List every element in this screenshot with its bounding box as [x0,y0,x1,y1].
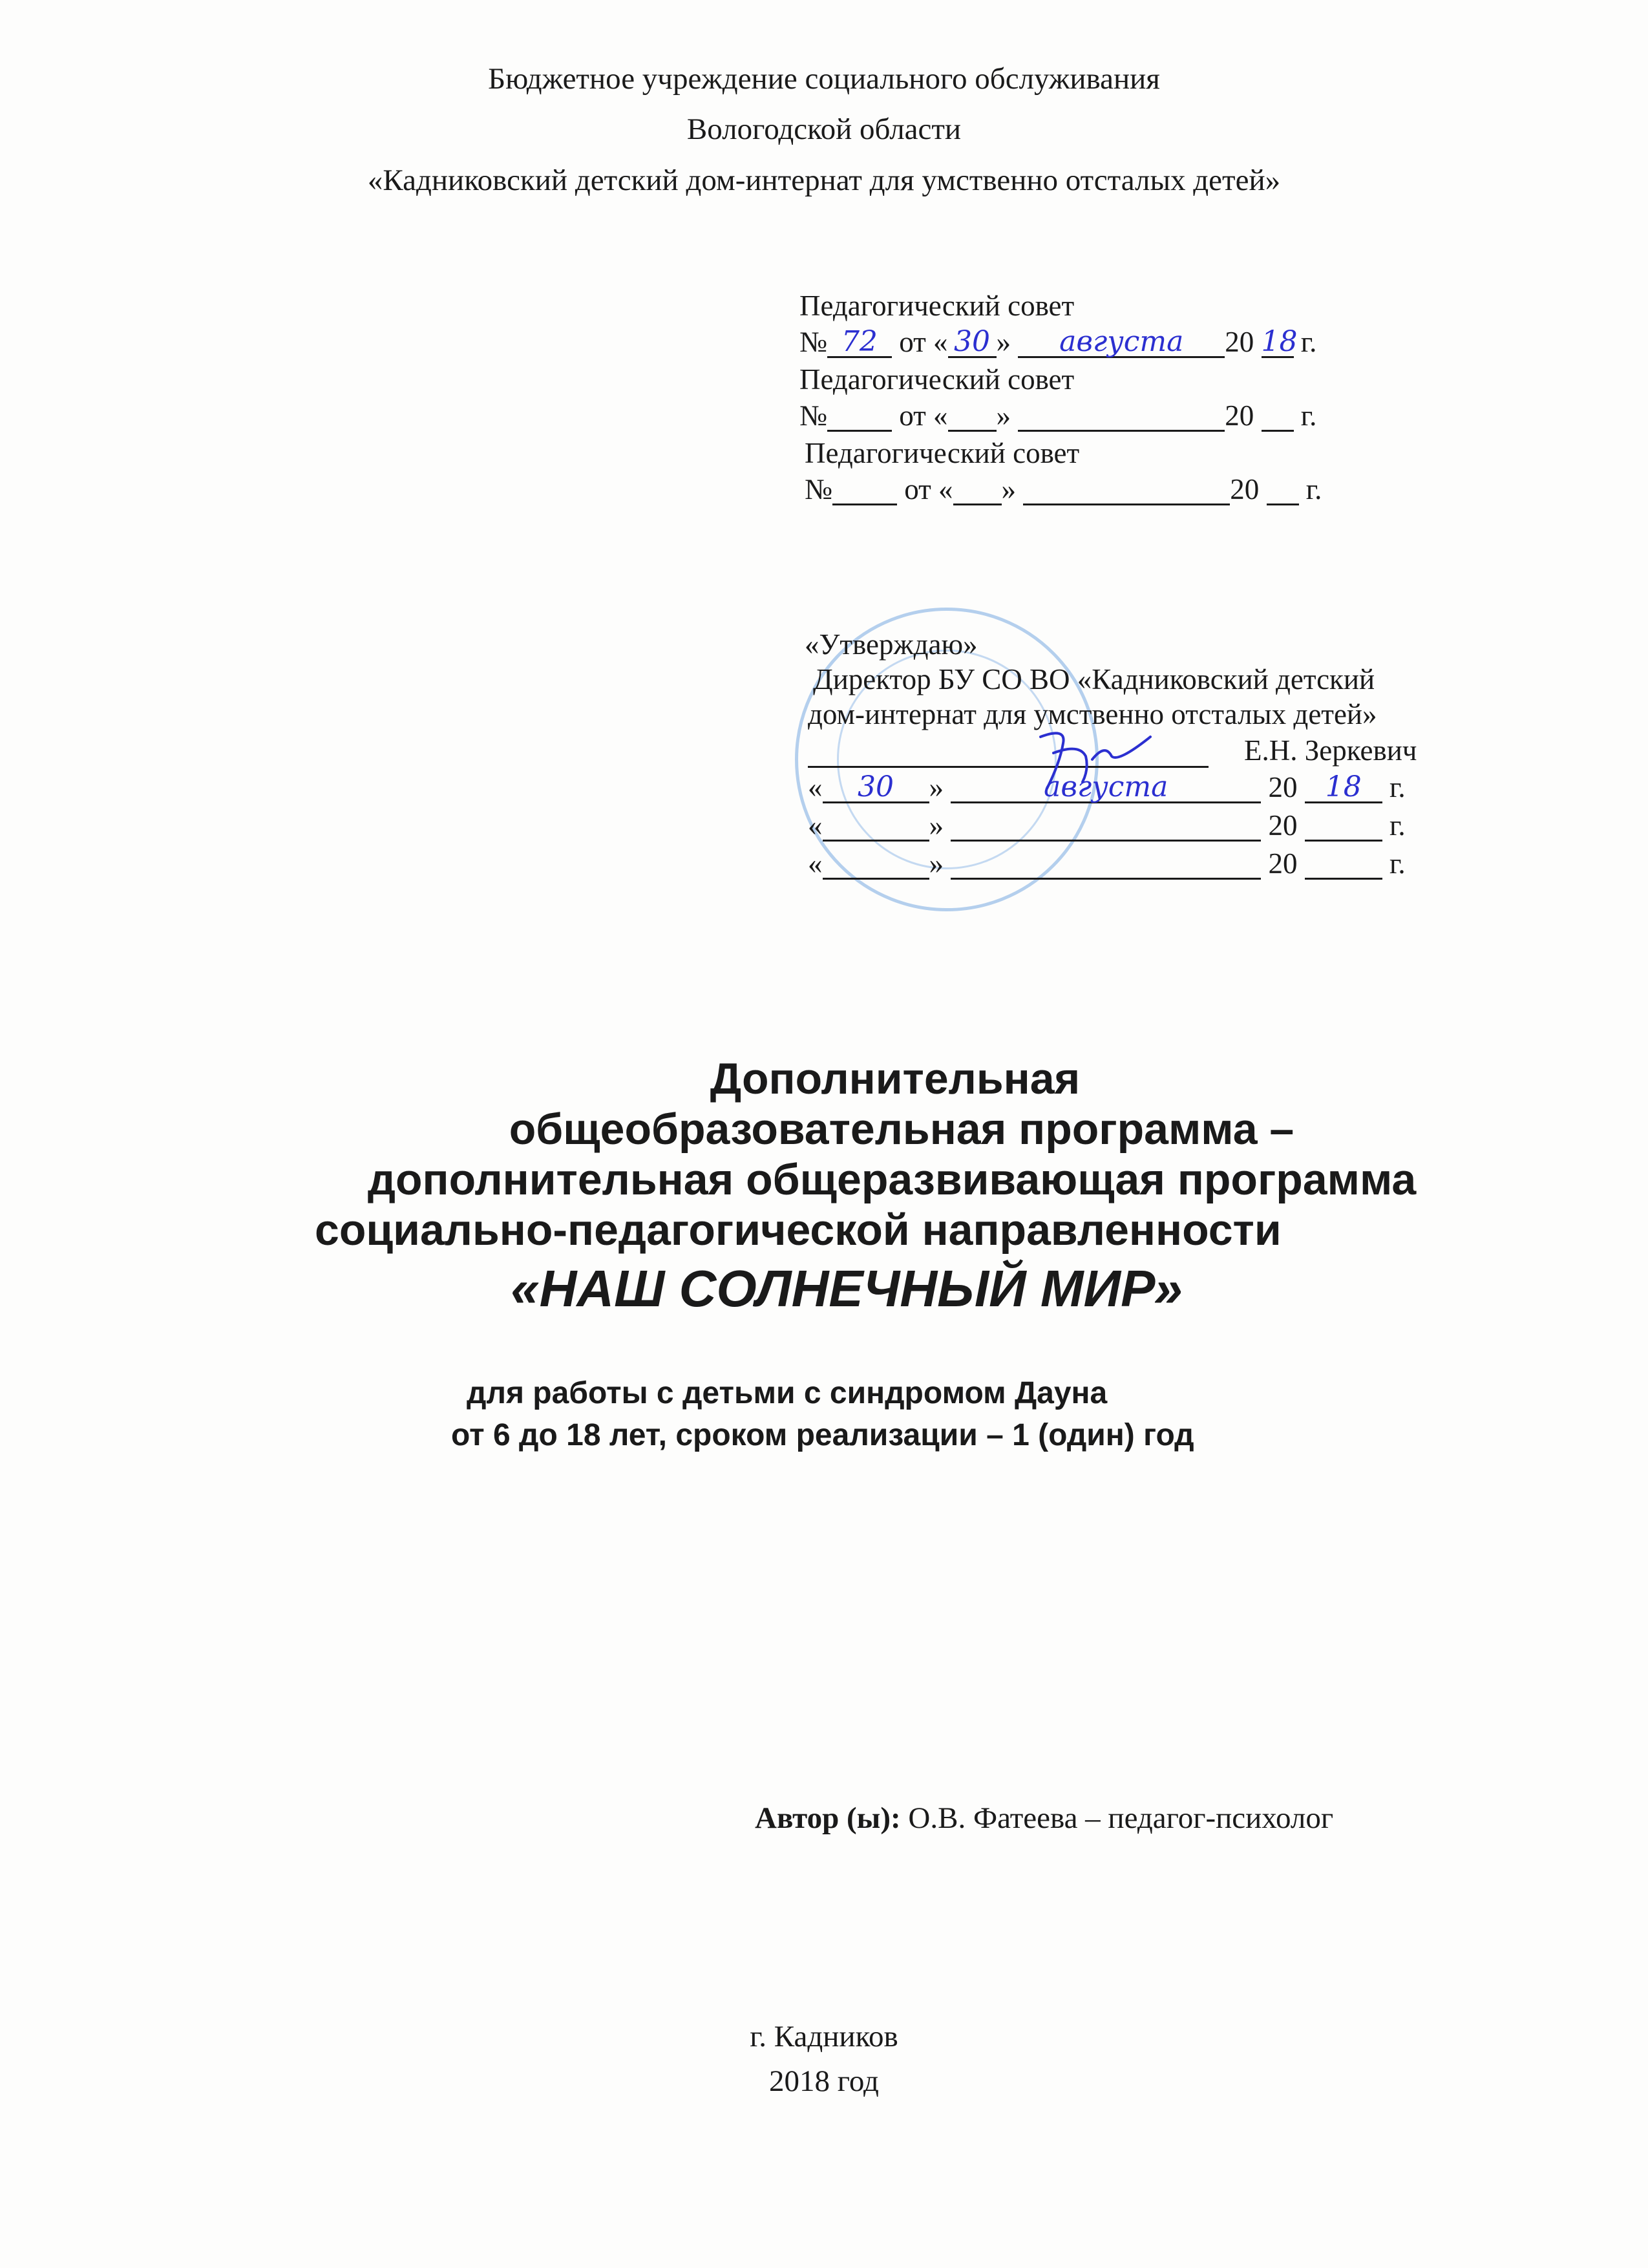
author-value: О.В. Фатеева – педагог-психолог [908,1801,1334,1835]
year-prefix: 20 [1268,809,1298,842]
council-day [948,401,997,432]
title-line-2: общеобразовательная программа – [509,1105,1294,1154]
org-line-3: «Кадниковский детский дом-интернат для умственно отсталых детей» [367,164,1281,197]
approval-day [823,849,929,880]
quote-close: » [929,809,944,842]
year-prefix: 20 [1225,399,1254,432]
subtitle-1: для работы с детьми с синдромом Дауна [467,1376,1108,1410]
council-year [1262,401,1294,432]
from-label: от « [904,473,953,505]
council-day: 30 [948,328,997,358]
council-year: 18 [1261,325,1298,358]
council-record [799,326,1316,358]
approval-month [951,811,1261,842]
subtitle-2: от 6 до 18 лет, сроком реализации – 1 (один) год [451,1418,1194,1452]
program-name: «НАШ СОЛНЕЧНЫЙ МИР» [511,1260,1183,1317]
year-suffix: г. [1389,809,1406,842]
year-prefix: 20 [1225,326,1254,358]
year-suffix: г. [1389,847,1406,880]
author-label: Автор (ы): [755,1801,901,1835]
from-label: от « [899,326,948,358]
year-prefix: 20 [1268,771,1298,803]
year-prefix: 20 [1230,473,1260,505]
council-record [805,473,1322,505]
council-year [1267,475,1299,505]
approval-month: августа [951,773,1261,803]
title-line-1: Дополнительная [710,1054,1081,1103]
council-title: Педагогический совет [799,363,1075,396]
number-label: № [799,326,827,358]
year-suffix: г. [1300,326,1317,358]
council-number [827,401,892,432]
council-month: августа [1018,328,1225,358]
council-title: Педагогический совет [805,437,1080,469]
title-line-4: социально-педагогической направленности [315,1205,1282,1255]
approval-day: 30 [823,773,929,803]
director-position-1: Директор БУ СО ВО «Кадниковский детский [813,663,1375,695]
approve-label: «Утверждаю» [805,628,978,661]
org-line-2: Вологодской области [686,112,962,146]
council-number: 72 [827,328,892,358]
quote-close: » [996,326,1011,358]
quote-close: » [996,399,1011,432]
quote-close: » [929,847,944,880]
org-line-1: Бюджетное учреждение социального обслуживания [488,62,1160,96]
footer-city: г. Кадников [750,2020,898,2053]
approval-year: 18 [1305,773,1382,803]
year-suffix: г. [1300,399,1317,432]
approval-date [808,809,1406,842]
council-month [1023,475,1230,505]
council-day [953,475,1002,505]
council-title: Педагогический совет [799,290,1075,322]
quote-open: « [808,809,823,842]
number-label: № [799,399,827,432]
number-label: № [805,473,832,505]
quote-open: « [808,771,823,803]
approval-day [823,811,929,842]
year-prefix: 20 [1268,847,1298,880]
footer-year: 2018 год [769,2064,879,2098]
approval-date [808,847,1406,880]
approval-month [951,849,1261,880]
director-position-2: дом-интернат для умственно отсталых детей» [808,698,1377,730]
quote-open: « [808,847,823,880]
author [755,1801,1333,1836]
council-number [832,475,897,505]
from-label: от « [899,399,948,432]
council-record [799,399,1316,432]
quote-close: » [1001,473,1017,505]
title-line-3: дополнительная общеразвивающая программа [367,1155,1417,1204]
approval-year [1305,849,1382,880]
year-suffix: г. [1389,771,1406,803]
council-month [1018,401,1225,432]
approval-date [808,771,1406,803]
quote-close: » [929,771,944,803]
director-name: Е.Н. Зеркевич [1244,734,1417,767]
approval-year [1305,811,1382,842]
year-suffix: г. [1305,473,1322,505]
